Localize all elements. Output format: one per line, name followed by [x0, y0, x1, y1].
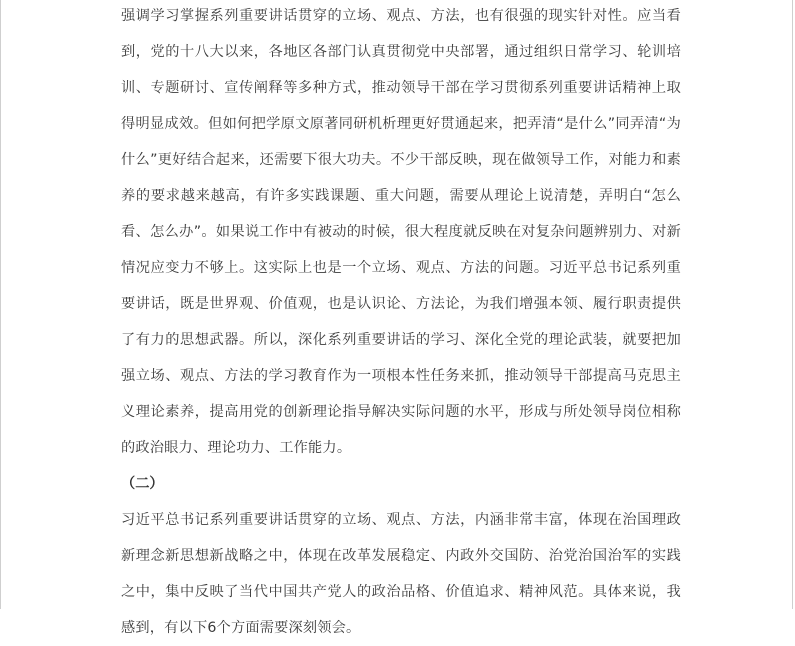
article-body	[121, 0, 681, 646]
article-paragraph: 习近平总书记系列重要讲话贯穿的立场、观点、方法，内涵非常丰富，体现在治国理政新理念新思想新战略之中，体现在改革发展稳定、内政外交国防、治党治国治军的实践之中，集中反映了当代中国共产党人的政治品格、价值追求、精神风范。具体来说，我感到，有以下6个方面需要深刻领会。	[121, 512, 681, 636]
article-paragraph: 强调学习掌握系列重要讲话贯穿的立场、观点、方法，也有很强的现实针对性。应当看到，党的十八大以来，各地区各部门认真贯彻党中央部署，通过组织日常学习、轮训培训、专题研讨、宣传阐释等多种方式，推动领导干部在学习贯彻系列重要讲话精神上取得明显成效。但如何把学原文原著同研机析理更好贯通起来，把弄清“是什么”同弄清“为什么”更好结合起来，还需要下很大功夫。不少干部反映，现在做领导工作，对能力和素养的要求越来越高，有许多实践课题、重大问题，需要从理论上说清楚，弄明白“怎么看、怎么办”。如果说工作中有被动的时候，很大程度就反映在对复杂问题辨别力、对新情况应变力不够上。这实际上也是一个立场、观点、方法的问题。习近平总书记系列重要讲话，既是世界观、价值观，也是认识论、方法论，为我们增强本领、履行职责提供了有力的思想武器。所以，深化系列重要讲话的学习、深化全党的理论武装，就要把加强立场、观点、方法的学习教育作为一项根本性任务来抓，推动领导干部提高马克思主义理论素养，提高用党的创新理论指导解决实际问题的水平，形成与所处领导岗位相称的政治眼力、理论功力、工作能力。	[121, 8, 681, 456]
section-heading: （二）	[121, 476, 164, 492]
